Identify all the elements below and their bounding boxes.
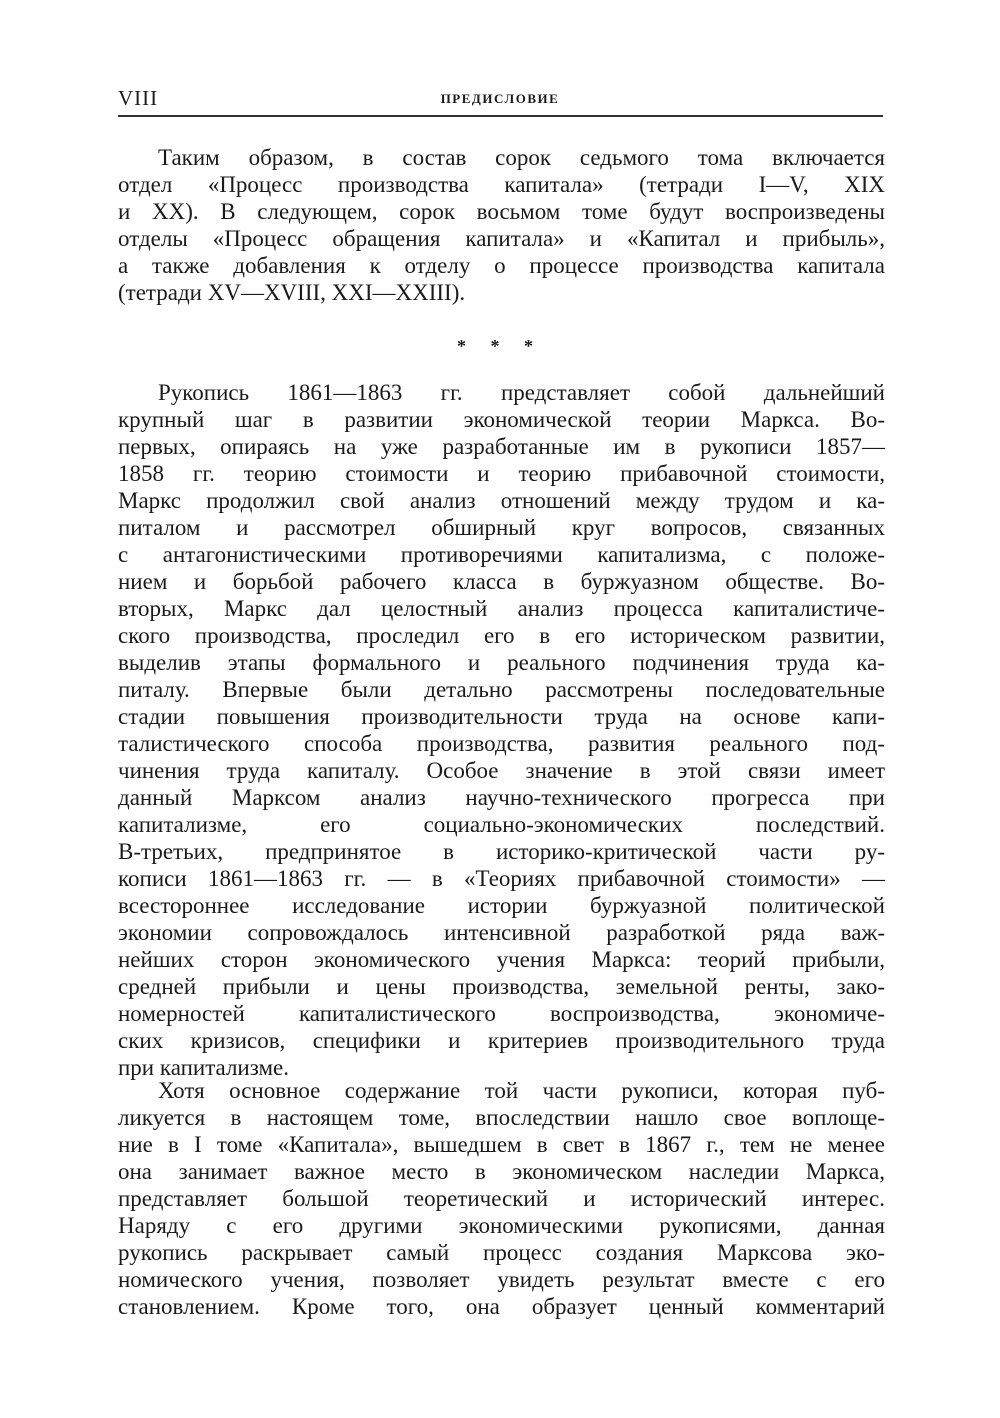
text-line: средней прибыли и цены производства, земельной ренты, зако- xyxy=(118,974,885,999)
text-line: (тетради XV—XVIII, XXI—XXIII). xyxy=(118,280,466,305)
text-line: ских кризисов, специфики и критериев производительного труда xyxy=(118,1028,885,1053)
text-line: экономии сопровождалось интенсивной разработкой ряда важ- xyxy=(118,920,885,945)
text-line: ского производства, проследил его в его историческом развитии, xyxy=(118,623,885,648)
text-line: при капитализме. xyxy=(118,1055,290,1080)
text-line: питалом и рассмотрел обширный круг вопросов, связанных xyxy=(118,515,885,540)
text-line: первых, опираясь на уже разработанные им в рукописи 1857— xyxy=(118,434,885,459)
text-line: 1858 гг. теорию стоимости и теорию прибавочной стоимости, xyxy=(118,461,885,486)
text-line: и XX). В следующем, сорок восьмом томе будут воспроизведены xyxy=(118,199,885,224)
paragraph-3 xyxy=(118,1077,885,1320)
text-line: данный Марксом анализ научно-технического прогресса при xyxy=(118,785,885,810)
section-separator: * * * xyxy=(457,336,543,356)
text-line: ние в I томе «Капитала», вышедшем в свет в 1867 г., тем не менее xyxy=(118,1132,885,1157)
text-line: рукопись раскрывает самый процесс создания Марксова эко- xyxy=(118,1240,885,1265)
text-line: выделив этапы формального и реального подчинения труда ка- xyxy=(118,650,885,675)
text-line: крупный шаг в развитии экономической теории Маркса. Во- xyxy=(118,407,885,432)
paragraph-1 xyxy=(118,144,885,306)
paragraph-2 xyxy=(118,379,885,1081)
text-line: всестороннее исследование истории буржуазной политической xyxy=(118,893,885,918)
text-line: становлением. Кроме того, она образует ценный комментарий xyxy=(118,1294,885,1319)
text-line: В-третьих, предпринятое в историко-критической части ру- xyxy=(118,839,885,864)
text-line: представляет большой теоретический и исторический интерес. xyxy=(118,1186,885,1211)
text-line: кописи 1861—1863 гг. — в «Теориях прибавочной стоимости» — xyxy=(118,866,885,891)
text-line: Рукопись 1861—1863 гг. представляет собой дальнейший xyxy=(158,380,885,405)
text-line: Хотя основное содержание той части рукописи, которая пуб- xyxy=(158,1078,885,1103)
text-line: питалу. Впервые были детально рассмотрены последовательные xyxy=(118,677,885,702)
text-line: нием и борьбой рабочего класса в буржуазном обществе. Во- xyxy=(118,569,885,594)
text-line: Маркс продолжил свой анализ отношений между трудом и ка- xyxy=(118,488,885,513)
text-line: номического учения, позволяет увидеть результат вместе с его xyxy=(118,1267,885,1292)
page-number: VIII xyxy=(118,86,159,110)
text-line: талистического способа производства, развития реального под- xyxy=(118,731,885,756)
text-line: ликуется в настоящем томе, впоследствии нашло свое воплоще- xyxy=(118,1105,885,1130)
text-line: отделы «Процесс обращения капитала» и «Капитал и прибыль», xyxy=(118,226,885,251)
text-line: Наряду с его другими экономическими рукописями, данная xyxy=(118,1213,885,1238)
running-title: ПРЕДИСЛОВИЕ xyxy=(440,91,560,106)
header-rule xyxy=(118,115,883,117)
text-line: с антагонистическими противоречиями капитализма, с положе- xyxy=(118,542,885,567)
text-line: нейших сторон экономического учения Маркса: теорий прибыли, xyxy=(118,947,885,972)
text-line: отдел «Процесс производства капитала» (тетради I—V, XIX xyxy=(118,172,885,197)
text-line: стадии повышения производительности труда на основе капи- xyxy=(118,704,885,729)
text-line: чинения труда капиталу. Особое значение в этой связи имеет xyxy=(118,758,885,783)
text-line: она занимает важное место в экономическом наследии Маркса, xyxy=(118,1159,885,1184)
text-line: номерностей капиталистического воспроизводства, экономиче- xyxy=(118,1001,885,1026)
text-line: а также добавления к отделу о процессе производства капитала xyxy=(118,253,885,278)
text-line: капитализме, его социально-экономических последствий. xyxy=(118,812,885,837)
text-line: вторых, Маркс дал целостный анализ процесса капиталистиче- xyxy=(118,596,885,621)
text-line: Таким образом, в состав сорок седьмого тома включается xyxy=(158,145,885,170)
